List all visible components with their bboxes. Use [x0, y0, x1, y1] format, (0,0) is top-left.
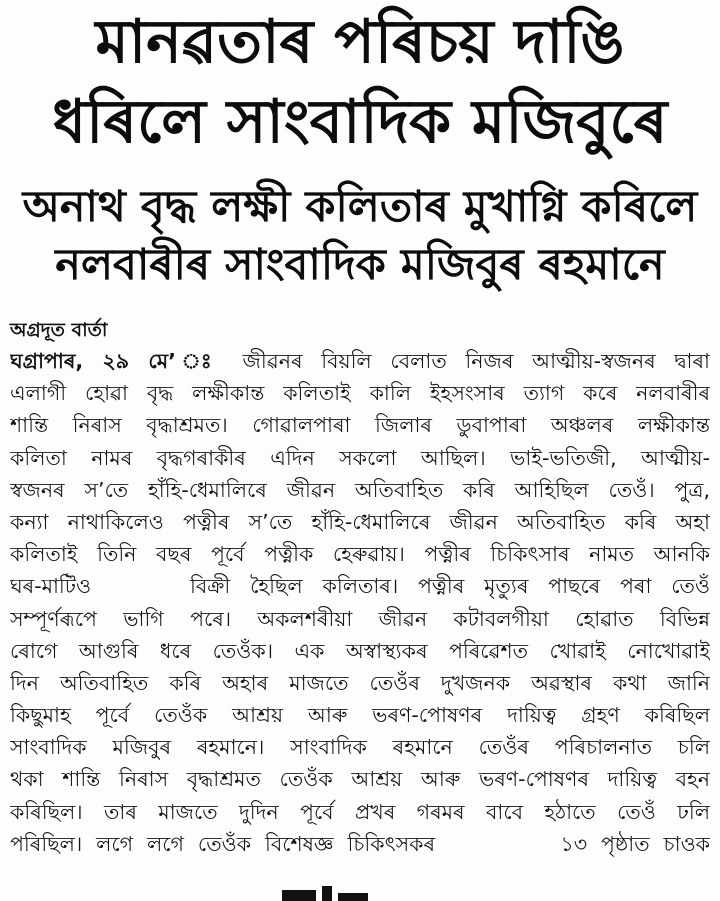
article-line: থকা শান্তি নিৰাস বৃদ্ধাশ্ৰমত তেওঁক আশ্ৰয় আৰু ভৰণ-পোষণৰ দায়িত্ব বহন: [10, 767, 710, 792]
article-line: কলিতাই তিনি বছৰ পূৰ্বে পত্নীক হেৰুৱায়। পত্নীৰ চিকিৎসাৰ নামত আনকি: [10, 542, 710, 567]
continuation-note: ১৩ পৃষ্ঠাত চাওক: [560, 831, 710, 856]
article-line-1: [10, 345, 710, 377]
article-line-last: [10, 828, 710, 860]
article-line-text: জীৱনৰ বিয়লি বেলাত নিজৰ আত্মীয়-স্বজনৰ দ্বাৰা: [242, 349, 710, 373]
article-line-text: পৰিছিল। লগে লগে তেওঁক বিশেষজ্ঞ চিকিৎসকৰ: [10, 831, 436, 856]
article-line: শান্তি নিৰাস বৃদ্ধাশ্ৰমত। গোৱালপাৰা জিলাৰ ডুবাপাৰা অঞ্চলৰ লক্ষীকান্ত: [10, 413, 710, 438]
subheadline-line-2: নলবাৰীৰ সাংবাদিক মজিবুৰ ৰহমানে: [55, 240, 665, 290]
dateline: ঘগ্ৰাপাৰ, ২৯ মে’ ঃ: [10, 349, 224, 373]
article-line: দিন অতিবাহিত কৰি অহাৰ মাজতে তেওঁৰ দুখজনক অৱস্থাৰ কথা জানি: [10, 670, 710, 695]
headline-line-1: মানৱতাৰ পৰিচয় দাঙি: [95, 7, 625, 77]
cropped-next-headline-fragment: [282, 884, 402, 901]
article-line: কন্যা নাথাকিলেও পত্নীৰ স’তে হাঁহি-ধেমালিৰে জীৱন অতিবাহিত কৰি অহা: [10, 509, 710, 534]
article-line: কলিতা নামৰ বৃদ্ধগৰাকীৰ এদিন সকলো আছিল। ভাই-ভতিজী, আত্মীয়-: [10, 445, 710, 470]
article-line: এলাগী হোৱা বৃদ্ধ লক্ষীকান্ত কলিতাই কালি ইহসংসাৰ ত্যাগ কৰে নলবাৰীৰ: [10, 381, 710, 406]
byline: অগ্ৰদূত বাৰ্তা: [10, 319, 108, 341]
subheadline-line-1: অনাথ বৃদ্ধ লক্ষী কলিতাৰ মুখাগ্নি কৰিলে: [22, 182, 698, 232]
headline-line-2: ধৰিলে সাংবাদিক মজিবুৰে: [52, 87, 668, 157]
article-body: [10, 345, 710, 860]
article-line: ঘৰ-মাটিও বিক্ৰী হৈছিল কলিতাৰ। পত্নীৰ মৃত্যুৰ পাছৰে পৰা তেওঁ: [10, 574, 710, 599]
article-line: কিছুমাহ পূৰ্বে তেওঁক আশ্ৰয় আৰু ভৰণ-পোষণৰ দায়িত্ব গ্ৰহণ কৰিছিল: [10, 703, 710, 728]
article-line: স্বজনৰ স’তে হাঁহি-ধেমালিৰে জীৱন অতিবাহিত কৰি আহিছিল তেওঁ। পুত্ৰ,: [10, 477, 710, 502]
article-line: কৰিছিল। তাৰ মাজতে দুদিন পূৰ্বে প্ৰখৰ গৰমৰ বাবে হঠাতে তেওঁ ঢলি: [10, 799, 710, 824]
article-line: সম্পূৰ্ণৰূপে ভাগি পৰে। অকলশৰীয়া জীৱন কটাবলগীয়া হোৱাত বিভিন্ন: [10, 606, 710, 631]
article-line: ৰোগে আগুৰি ধৰে তেওঁক। এক অস্বাস্থ্যকৰ পৰিৱেশত খোৱাই নোখোৱাই: [10, 638, 710, 663]
article-line: সাংবাদিক মজিবুৰ ৰহমানে। সাংবাদিক ৰহমানে তেওঁৰ পৰিচালনাত চলি: [10, 735, 710, 760]
